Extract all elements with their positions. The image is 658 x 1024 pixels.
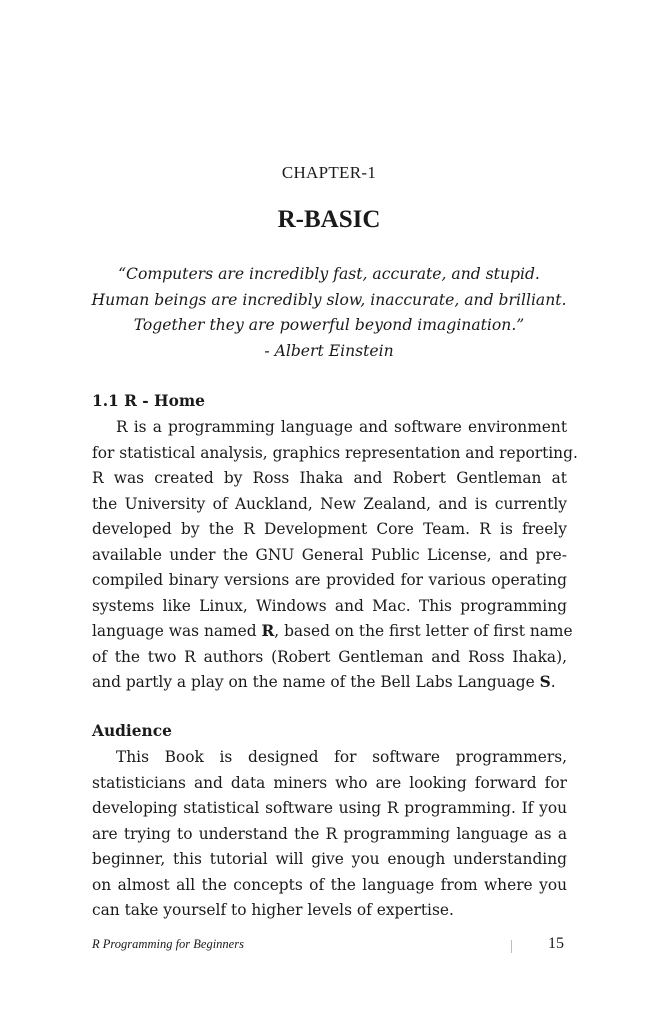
paragraph-line: This Book is designed for software programmers, (116, 748, 567, 766)
quote-line: Human beings are incredibly slow, inaccurate, and brilliant. (91, 290, 567, 309)
paragraph-line: are trying to understand the R programming language as a (92, 824, 567, 843)
paragraph-line: statisticians and data miners who are looking forward for (92, 773, 567, 792)
paragraph-line (92, 670, 567, 696)
paragraph-line: the University of Auckland, New Zealand, and is currently (92, 494, 567, 513)
paragraph-line: systems like Linux, Windows and Mac. This programming (92, 596, 567, 615)
chapter-title: R-BASIC (277, 206, 381, 233)
chapter-label: CHAPTER-1 (281, 163, 377, 182)
paragraph-r-home (92, 415, 578, 696)
footer-book-title: R Programming for Beginners (92, 937, 244, 951)
section-heading-audience: Audience (92, 722, 172, 740)
quote-line: “Computers are incredibly fast, accurate, and stupid. (118, 265, 540, 283)
line-text: and partly a play on the name of the Bell Labs Language (92, 673, 540, 691)
paragraph-line: of the two R authors (Robert Gentleman and Ross Ihaka), (92, 647, 567, 666)
section-heading-r-home: 1.1 R - Home (92, 392, 205, 410)
line-text: , based on the first letter of first name (274, 622, 573, 640)
paragraph-line: R was created by Ross Ihaka and Robert Gentleman at (92, 469, 567, 487)
quote-attribution: - Albert Einstein (264, 342, 394, 361)
quote-line: Together they are powerful beyond imagination.” (133, 316, 525, 335)
line-text: language was named (92, 622, 262, 640)
paragraph-line (92, 619, 573, 645)
epigraph-quote (60, 262, 598, 365)
line-text: . (550, 673, 556, 691)
paragraph-line: for statistical analysis, graphics representation and reporting. (92, 443, 578, 462)
bold-r: R (261, 622, 275, 640)
paragraph-line: developing statistical software using R programming. If you (92, 799, 567, 817)
paragraph-line: R is a programming language and software environment (116, 418, 567, 436)
paragraph-audience (92, 745, 567, 924)
paragraph-line: can take yourself to higher levels of expertise. (92, 901, 454, 919)
paragraph-line: available under the GNU General Public License, and pre- (92, 545, 567, 564)
paragraph-line: on almost all the concepts of the language from where you (92, 875, 567, 894)
footer-divider (511, 940, 512, 953)
page-number: 15 (548, 935, 564, 952)
paragraph-line: beginner, this tutorial will give you enough understanding (92, 850, 567, 868)
paragraph-line: compiled binary versions are provided for various operating (92, 571, 567, 589)
paragraph-line: developed by the R Development Core Team. R is freely (92, 520, 567, 538)
bold-s: S (539, 673, 551, 691)
